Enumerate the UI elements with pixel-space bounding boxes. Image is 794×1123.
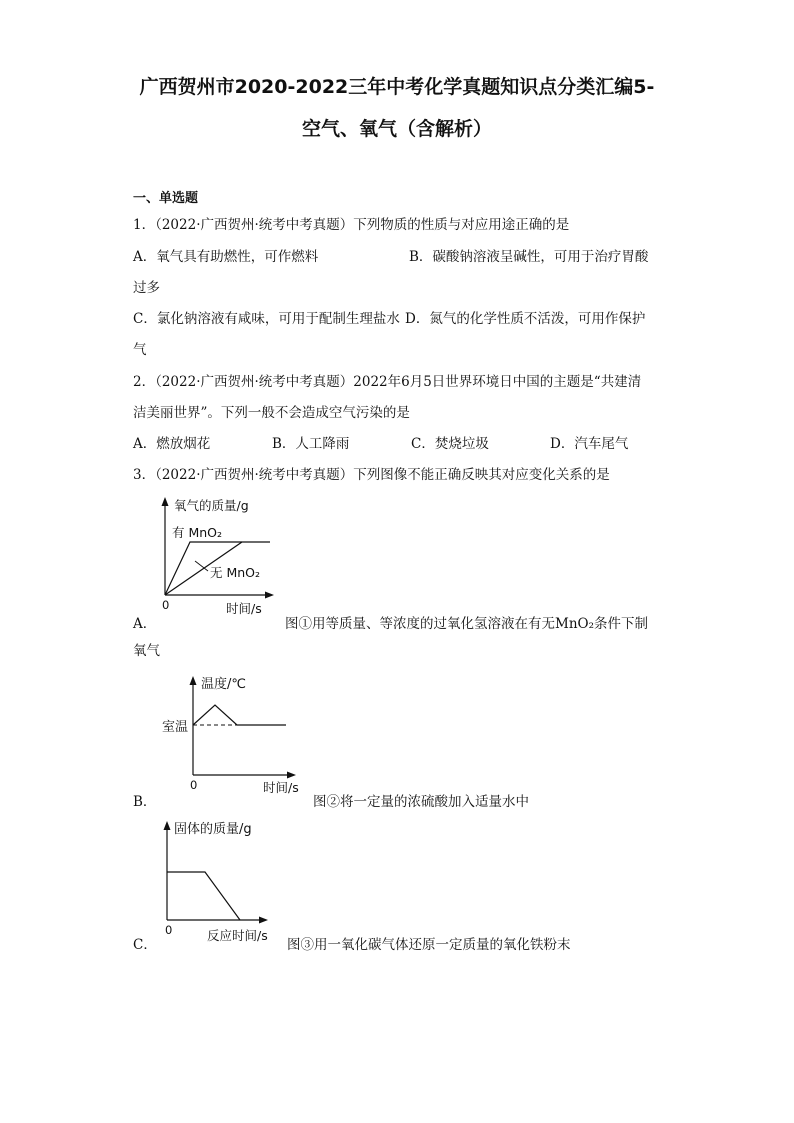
solid-mass-curve — [167, 872, 240, 920]
q1-stem: 1．（2022·广西贺州·统考中考真题）下列物质的性质与对应用途正确的是 — [133, 217, 570, 233]
q3-option-c-caption: 图③用一氧化碳气体还原一定质量的氧化铁粉末 — [287, 937, 571, 953]
q2-stem-line2: 洁美丽世界”。下列一般不会造成空气污染的是 — [133, 405, 410, 421]
graph-temperature — [160, 670, 310, 800]
q3-stem: 3．（2022·广西贺州·统考中考真题）下列图像不能正确反映其对应变化关系的是 — [133, 467, 610, 483]
section-heading: 一、单选题 — [133, 191, 199, 206]
graph-solid-mass — [150, 815, 290, 950]
q2-option-b: B．人工降雨 — [272, 436, 350, 452]
graph-b-xlabel: 时间/s — [263, 780, 299, 795]
graph-a-xlabel: 时间/s — [226, 601, 262, 616]
q3-option-a-caption: 图①用等质量、等浓度的过氧化氢溶液在有无MnO₂条件下制 — [285, 616, 648, 632]
graph-a-ylabel: 氧气的质量/g — [174, 498, 249, 513]
temperature-curve — [193, 705, 286, 725]
label-without-mno2: 无 MnO₂ — [210, 565, 261, 580]
q1-option-b-cont: 过多 — [133, 280, 160, 296]
room-temp-label: 室温 — [162, 720, 189, 735]
page-title-line1: 广西贺州市2020-2022三年中考化学真题知识点分类汇编5- — [139, 76, 655, 98]
label-with-mno2: 有 MnO₂ — [172, 525, 223, 540]
q1-option-c: C．氯化钠溶液有咸味，可用于配制生理盐水 — [133, 311, 400, 327]
q3-option-b-caption: 图②将一定量的浓硫酸加入适量水中 — [313, 794, 529, 810]
page-title-line2: 空气、氧气（含解析） — [301, 118, 492, 140]
graph-a-origin: 0 — [162, 598, 170, 612]
graph-oxygen-mass — [150, 495, 280, 620]
q1-option-d: D．氮气的化学性质不活泼，可用作保护 — [405, 311, 646, 327]
graph-b-ylabel: 温度/℃ — [201, 677, 246, 692]
graph-b-origin: 0 — [190, 778, 198, 792]
q2-option-c: C．焚烧垃圾 — [411, 436, 489, 452]
q3-option-c-letter: C． — [133, 937, 157, 953]
q2-option-d: D．汽车尾气 — [550, 436, 629, 452]
q3-option-a-letter: A． — [133, 616, 157, 632]
graph-c-origin: 0 — [165, 923, 173, 937]
q1-option-a: A．氧气具有助燃性，可作燃料 — [133, 249, 319, 265]
q3-option-b-letter: B． — [133, 794, 157, 810]
q1-option-d-cont: 气 — [133, 342, 147, 358]
q2-stem-line1: 2．（2022·广西贺州·统考中考真题）2022年6月5日世界环境日中国的主题是“共建清 — [133, 374, 642, 390]
q1-option-b: B．碳酸钠溶液呈碱性，可用于治疗胃酸 — [409, 249, 649, 265]
graph-c-ylabel: 固体的质量/g — [174, 822, 252, 837]
q3-option-a-caption-cont: 氧气 — [133, 643, 160, 659]
graph-c-xlabel: 反应时间/s — [207, 928, 268, 943]
q2-option-a: A．燃放烟花 — [133, 436, 211, 452]
